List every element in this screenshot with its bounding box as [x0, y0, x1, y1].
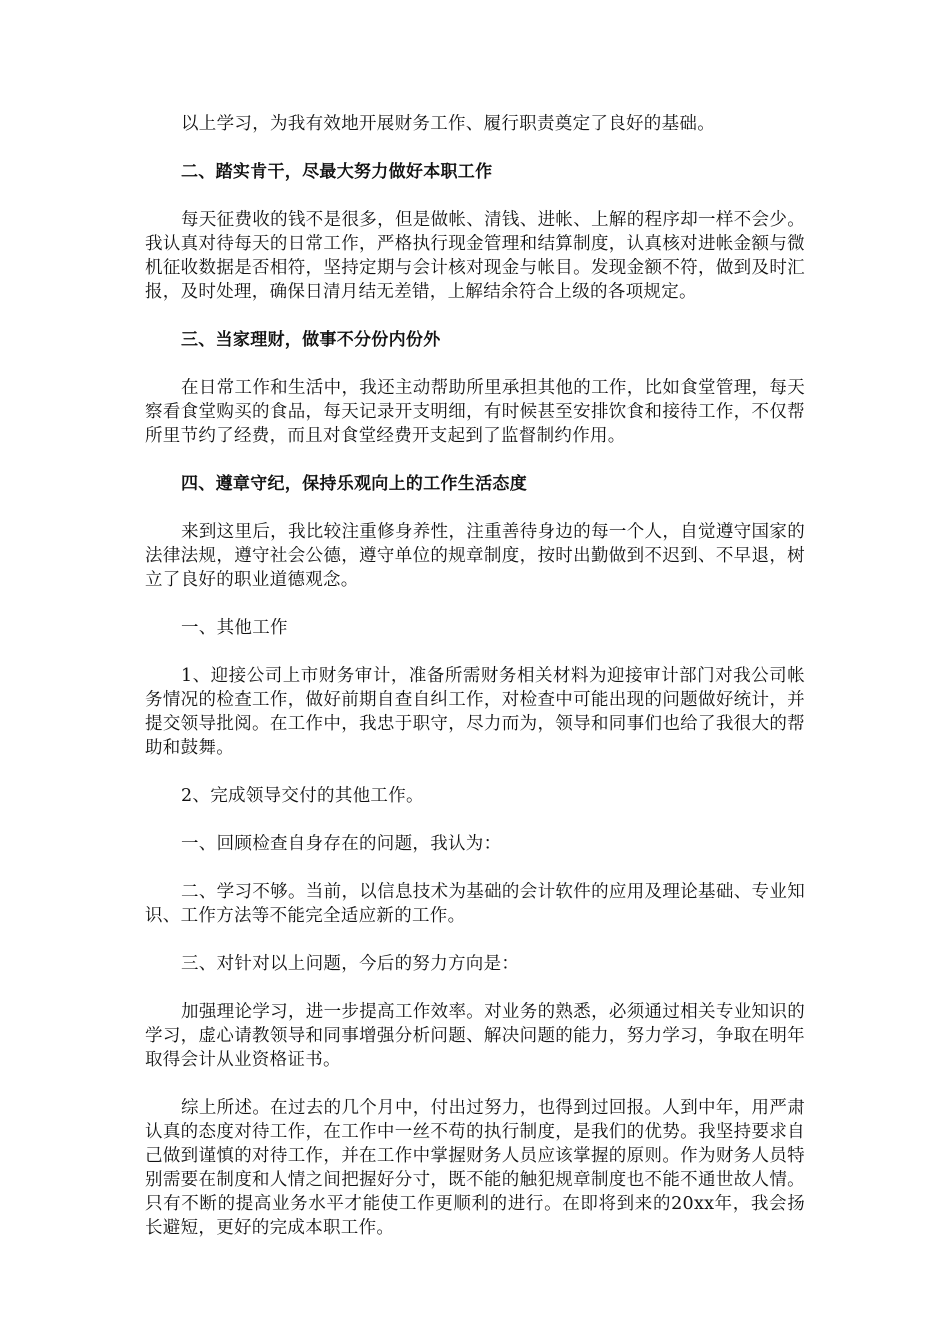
section-heading: 四、遵章守纪，保持乐观向上的工作生活态度 [181, 474, 527, 494]
paragraph: 1、迎接公司上市财务审计，准备所需财务相关材料为迎接审计部门对我公司帐务情况的检查工作，做好前期自查自纠工作，对检查中可能出现的问题做好统计，并提交领导批阅。在工作中，我忠于职守，尽力而为，领导和同事们也给了我很大的帮助和鼓舞。 [145, 666, 805, 758]
subsection-title: 一、回顾检查自身存在的问题，我认为： [181, 834, 502, 854]
paragraph: 每天征费收的钱不是很多，但是做帐、清钱、进帐、上解的程序却一样不会少。我认真对待每天的日常工作，严格执行现金管理和结算制度，认真核对进帐金额与微机征收数据是否相符，坚持定期与会计核对现金与帐目。发现金额不符，做到及时汇报，及时处理，确保日清月结无差错，上解结余符合上级的各项规定。 [145, 210, 805, 302]
section-heading: 二、踏实肯干，尽最大努力做好本职工作 [181, 162, 493, 182]
section-heading: 三、当家理财，做事不分份内份外 [181, 330, 441, 350]
paragraph: 2、完成领导交付的其他工作。 [181, 786, 424, 806]
subsection-title: 三、对针对以上问题，今后的努力方向是： [181, 954, 520, 974]
document-body [145, 112, 805, 1264]
subsection-title: 一、其他工作 [181, 618, 288, 638]
paragraph: 综上所述。在过去的几个月中，付出过努力，也得到过回报。人到中年，用严肃认真的态度对待工作，在工作中一丝不苟的执行制度，是我们的优势。我坚持要求自己做到谨慎的对待工作，并在工作中掌握财务人员应该掌握的原则。作为财务人员特别需要在制度和人情之间把握好分寸，既不能的触犯规章制度也不能不通世故人情。只有不断的提高业务水平才能使工作更顺利的进行。在即将到来的20xx年，我会扬长避短，更好的完成本职工作。 [145, 1098, 805, 1238]
paragraph: 在日常工作和生活中，我还主动帮助所里承担其他的工作，比如食堂管理，每天察看食堂购买的食品，每天记录开支明细，有时候甚至安排饮食和接待工作，不仅帮所里节约了经费，而且对食堂经费开支起到了监督制约作用。 [145, 378, 805, 446]
paragraph: 加强理论学习，进一步提高工作效率。对业务的熟悉，必须通过相关专业知识的学习，虚心请教领导和同事增强分析问题、解决问题的能力，努力学习，争取在明年取得会计从业资格证书。 [145, 1002, 805, 1070]
paragraph: 二、学习不够。当前，以信息技术为基础的会计软件的应用及理论基础、专业知识、工作方法等不能完全适应新的工作。 [145, 882, 805, 926]
paragraph: 来到这里后，我比较注重修身养性，注重善待身边的每一个人，自觉遵守国家的法律法规，遵守社会公德，遵守单位的规章制度，按时出勤做到不迟到、不早退，树立了良好的职业道德观念。 [145, 522, 805, 590]
paragraph: 以上学习，为我有效地开展财务工作、履行职责奠定了良好的基础。 [181, 114, 715, 134]
